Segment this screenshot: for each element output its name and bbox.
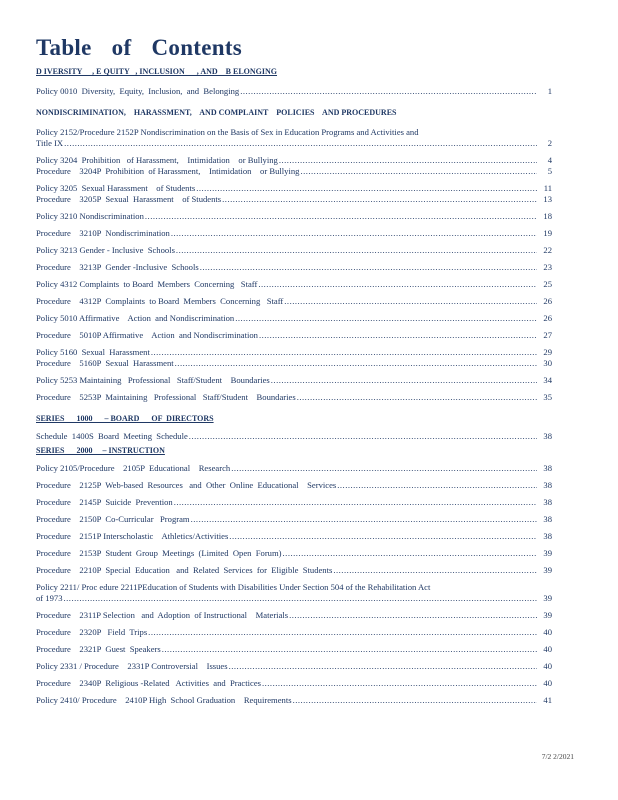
entry-page: 30 <box>543 358 552 368</box>
leader-dots <box>337 480 537 491</box>
entry-title: Procedure 2145P Suicide Prevention <box>36 497 173 507</box>
toc-entry[interactable] <box>36 582 552 604</box>
leader-dots <box>259 330 537 341</box>
leader-dots <box>283 548 537 559</box>
entry-page: 38 <box>543 463 552 473</box>
entry-title: Procedure 4312P Complaints to Board Members Concerning Staff <box>36 296 284 306</box>
entry-page: 19 <box>543 228 552 238</box>
entry-page: 38 <box>543 514 552 524</box>
entry-page: 5 <box>547 166 552 176</box>
toc-entry[interactable] <box>36 211 552 222</box>
leader-dots <box>176 245 537 256</box>
leader-dots <box>151 347 537 358</box>
leader-dots <box>229 531 537 542</box>
entry-title: Policy 0010 Diversity, Equity, Inclusion, and Belonging <box>36 86 240 96</box>
entry-page: 2 <box>547 138 552 148</box>
leader-dots <box>64 138 537 149</box>
page-title: Table of Contents <box>36 35 243 60</box>
toc-entry[interactable] <box>36 127 552 149</box>
leader-dots <box>333 565 537 576</box>
leader-dots <box>231 463 537 474</box>
entry-title: Policy 5253 Maintaining Professional Staff/Student Boundaries <box>36 375 270 385</box>
toc-entry[interactable] <box>36 296 552 307</box>
toc-entry[interactable] <box>36 661 552 672</box>
leader-dots <box>229 661 537 672</box>
leader-dots <box>148 627 537 638</box>
entry-page: 38 <box>543 497 552 507</box>
leader-dots <box>284 296 537 307</box>
toc-entry[interactable] <box>36 678 552 689</box>
toc-entry[interactable] <box>36 695 552 706</box>
entry-page: 41 <box>543 695 552 705</box>
entry-page: 38 <box>543 480 552 490</box>
leader-dots <box>240 86 537 97</box>
section-heading-dei: D IVERSITY , E QUITY , INCLUSION , AND B ELONGING <box>36 67 278 76</box>
entry-title: of 1973 <box>36 593 63 603</box>
entry-title: Policy 5160 Sexual Harassment <box>36 347 150 357</box>
toc-entry[interactable] <box>36 627 552 638</box>
leader-dots <box>289 610 537 621</box>
entry-page: 23 <box>543 262 552 272</box>
footer-date: 7/2 2/2021 <box>541 752 574 761</box>
entry-page: 39 <box>543 593 552 603</box>
entry-title: Procedure 2210P Special Education and Related Services for Eligible Students <box>36 565 333 575</box>
toc-entry[interactable] <box>36 548 552 559</box>
entry-page: 39 <box>543 548 552 558</box>
toc-entry[interactable] <box>36 610 552 621</box>
leader-dots <box>175 358 537 369</box>
toc-entry[interactable] <box>36 347 552 358</box>
section-heading-series-1000: SERIES 1000 – BOARD OF DIRECTORS <box>36 414 214 423</box>
leader-dots <box>271 375 537 386</box>
leader-dots <box>258 279 537 290</box>
entry-page: 39 <box>543 610 552 620</box>
toc-entry[interactable] <box>36 155 552 166</box>
toc-entry[interactable] <box>36 531 552 542</box>
entry-title: Procedure 2150P Co-Curricular Program <box>36 514 190 524</box>
toc-entry[interactable] <box>36 228 552 239</box>
leader-dots <box>293 695 537 706</box>
entry-title: Procedure 5010P Affirmative Action and Nondiscrimination <box>36 330 258 340</box>
toc-entry[interactable] <box>36 480 552 491</box>
toc-entry[interactable] <box>36 375 552 386</box>
toc-entry[interactable] <box>36 262 552 273</box>
entry-title: Procedure 2321P Guest Speakers <box>36 644 161 654</box>
leader-dots <box>162 644 537 655</box>
leader-dots <box>200 262 537 273</box>
entry-page: 25 <box>543 279 552 289</box>
table-of-contents <box>36 34 552 706</box>
toc-entry[interactable] <box>36 166 552 177</box>
entry-title: Procedure 2340P Religious -Related Activities and Practices <box>36 678 261 688</box>
entry-title: Policy 3204 Prohibition of Harassment, Intimidation or Bullying <box>36 155 278 165</box>
toc-entry[interactable] <box>36 358 552 369</box>
entry-title: Policy 3210 Nondiscrimination <box>36 211 144 221</box>
entry-page: 13 <box>543 194 552 204</box>
entry-title-line1: Policy 2211/ Proc edure 2211PEducation of Students with Disabilities Under Section 504 of the Rehabilitation Act <box>36 582 431 592</box>
entry-title: Procedure 2320P Field Trips <box>36 627 148 637</box>
entry-page: 27 <box>543 330 552 340</box>
leader-dots <box>222 194 537 205</box>
entry-title: Procedure 2125P Web-based Resources and Other Online Educational Services <box>36 480 337 490</box>
toc-entry[interactable] <box>36 245 552 256</box>
entry-title: Policy 3205 Sexual Harassment of Students <box>36 183 196 193</box>
toc-entry[interactable] <box>36 313 552 324</box>
leader-dots <box>174 497 537 508</box>
entry-page: 26 <box>543 313 552 323</box>
entry-title-line1: Policy 2152/Procedure 2152P Nondiscrimination on the Basis of Sex in Education Programs and Activities and <box>36 127 419 137</box>
entry-page: 26 <box>543 296 552 306</box>
leader-dots <box>64 593 538 604</box>
entry-title: Policy 2105/Procedure 2105P Educational Research <box>36 463 231 473</box>
entry-title: Policy 5010 Affirmative Action and Nondiscrimination <box>36 313 235 323</box>
leader-dots <box>189 431 537 442</box>
entry-page: 11 <box>543 183 552 193</box>
entry-page: 1 <box>547 86 552 96</box>
entry-page: 39 <box>543 565 552 575</box>
entry-title: Schedule 1400S Board Meeting Schedule <box>36 431 188 441</box>
entry-title: Procedure 5160P Sexual Harassment <box>36 358 174 368</box>
entry-page: 40 <box>543 661 552 671</box>
entry-page: 18 <box>543 211 552 221</box>
toc-entry[interactable] <box>36 497 552 508</box>
section-heading-series-2000: SERIES 2000 – INSTRUCTION <box>36 446 165 455</box>
toc-entry[interactable] <box>36 644 552 655</box>
toc-entry[interactable] <box>36 279 552 290</box>
leader-dots <box>191 514 537 525</box>
toc-entry[interactable] <box>36 194 552 205</box>
entry-title: Title IX <box>36 138 64 148</box>
entry-title: Policy 2410/ Procedure 2410P High School Graduation Requirements <box>36 695 292 705</box>
entry-page: 40 <box>543 644 552 654</box>
entry-title: Procedure 2153P Student Group Meetings (Limited Open Forum) <box>36 548 282 558</box>
entry-title: Policy 2331 / Procedure 2331P Controversial Issues <box>36 661 228 671</box>
section-heading-nondiscrimination: NONDISCRIMINATION, HARASSMENT, AND COMPLAINT POLICIES AND PROCEDURES <box>36 108 397 117</box>
entry-title: Procedure 3210P Nondiscrimination <box>36 228 170 238</box>
toc-entry[interactable] <box>36 330 552 341</box>
leader-dots <box>171 228 537 239</box>
entry-title: Procedure 3213P Gender -Inclusive Schools <box>36 262 199 272</box>
entry-page: 38 <box>543 431 552 441</box>
entry-page: 34 <box>543 375 552 385</box>
entry-title: Procedure 3205P Sexual Harassment of Students <box>36 194 222 204</box>
leader-dots <box>297 392 537 403</box>
entry-page: 4 <box>547 155 552 165</box>
toc-entry[interactable] <box>36 183 552 194</box>
entry-title: Procedure 3204P Prohibition of Harassment, Intimidation or Bullying <box>36 166 300 176</box>
toc-entry[interactable] <box>36 86 552 97</box>
entry-page: 22 <box>543 245 552 255</box>
entry-page: 35 <box>543 392 552 402</box>
leader-dots <box>235 313 537 324</box>
entry-page: 40 <box>543 678 552 688</box>
toc-entry[interactable] <box>36 392 552 403</box>
entry-page: 29 <box>543 347 552 357</box>
leader-dots <box>262 678 537 689</box>
toc-entry[interactable] <box>36 463 552 474</box>
leader-dots <box>145 211 537 222</box>
entry-title: Procedure 5253P Maintaining Professional Staff/Student Boundaries <box>36 392 296 402</box>
leader-dots <box>196 183 537 194</box>
entry-title: Procedure 2151P Interscholastic Athletics/Activities <box>36 531 229 541</box>
entry-page: 40 <box>543 627 552 637</box>
entry-title: Policy 4312 Complaints to Board Members Concerning Staff <box>36 279 258 289</box>
entry-title: Procedure 2311P Selection and Adoption of Instructional Materials <box>36 610 289 620</box>
entry-title: Policy 3213 Gender - Inclusive Schools <box>36 245 175 255</box>
leader-dots <box>279 155 537 166</box>
toc-entry[interactable] <box>36 514 552 525</box>
toc-entry[interactable] <box>36 565 552 576</box>
toc-entry[interactable] <box>36 431 552 442</box>
entry-page: 38 <box>543 531 552 541</box>
leader-dots <box>300 166 537 177</box>
